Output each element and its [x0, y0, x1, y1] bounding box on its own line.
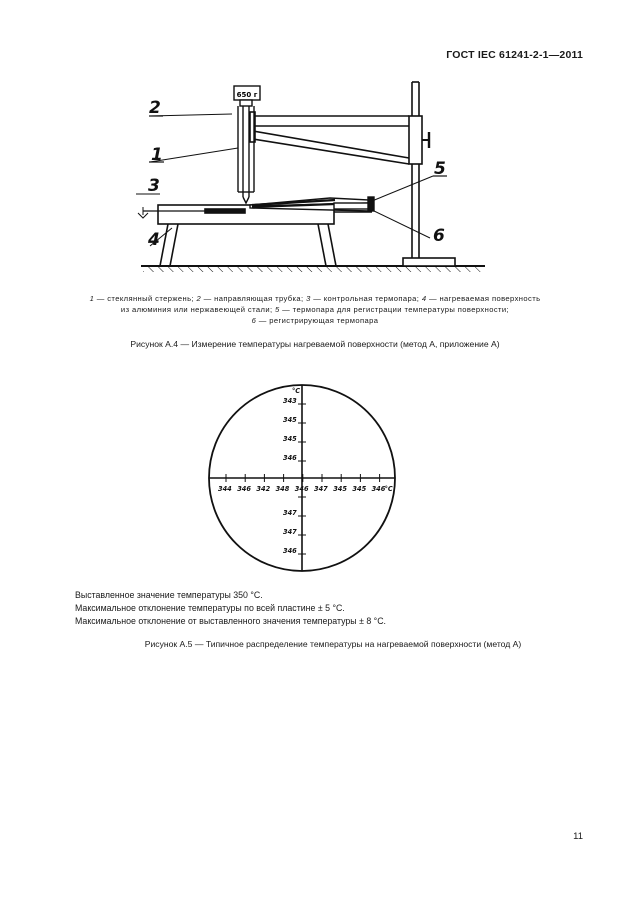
figure-a5-caption: Рисунок А.5 — Типичное распределение температуры на нагреваемой поверхности (метод А): [144, 639, 522, 649]
legend-num: 1: [89, 294, 95, 303]
legend-num: 5: [275, 305, 280, 314]
legend-text: — нагреваемая поверхность: [426, 294, 541, 303]
h-value-label: 345: [352, 485, 367, 493]
callout-6: 6: [433, 226, 445, 246]
note-max-deviation-setpoint: Максимальное отклонение от выставленного значения температуры ± 8 °С.: [75, 616, 387, 626]
legend-num: 4: [421, 294, 427, 303]
v-value-label: 345: [283, 435, 297, 443]
callout-4: 4: [148, 230, 160, 250]
legend-text: из алюминия или нержавеющей стали;: [120, 305, 276, 314]
legend-text: — термопара для регистрации температуры поверхности;: [279, 305, 510, 314]
legend-text: — контрольная термопара;: [310, 294, 422, 303]
legend-text: — регистрирующая термопара: [256, 316, 379, 325]
v-value-label: 346: [283, 454, 297, 462]
v-value-label: 347: [283, 528, 297, 536]
figure-a5-notes: [75, 589, 386, 628]
h-value-label: 344: [218, 485, 232, 493]
h-value-label: 348: [275, 485, 290, 493]
legend-text: — направляющая трубка;: [201, 294, 307, 303]
h-value-label: 346: [294, 485, 309, 493]
h-value-label: 346: [371, 485, 386, 493]
legend-num: 2: [196, 294, 202, 303]
device-display: 650 г: [236, 91, 258, 99]
v-value-label: 343: [283, 397, 297, 405]
legend-text: — стеклянный стержень;: [94, 294, 197, 303]
v-value-label: 346: [283, 547, 297, 555]
callout-5: 5: [434, 159, 446, 179]
v-value-label: 345: [283, 416, 297, 424]
figure-a4-caption: Рисунок А.4 — Измерение температуры нагреваемой поверхности (метод А, приложение А): [130, 339, 500, 349]
unit-label: °C: [292, 387, 301, 395]
h-value-label: 345: [333, 485, 347, 493]
legend-num: 3: [306, 294, 311, 303]
page-number: 11: [573, 831, 583, 842]
legend-num: 6: [251, 316, 257, 325]
callout-1: 1: [151, 145, 163, 165]
h-value-label: 346: [237, 485, 251, 493]
h-value-label: 347: [314, 485, 328, 493]
standard-header: ГОСТ IEC 61241-2-1—2011: [446, 49, 583, 61]
callout-3: 3: [148, 176, 160, 196]
h-unit-label: °C: [384, 485, 393, 493]
h-value-label: 342: [256, 485, 271, 493]
v-value-label: 347: [283, 509, 297, 517]
note-set-temperature: Выставленное значение температуры 350 °С.: [75, 590, 263, 600]
note-max-deviation-plate: Максимальное отклонение температуры по всей пластине ± 5 °С.: [75, 603, 345, 613]
callout-2: 2: [149, 98, 161, 118]
